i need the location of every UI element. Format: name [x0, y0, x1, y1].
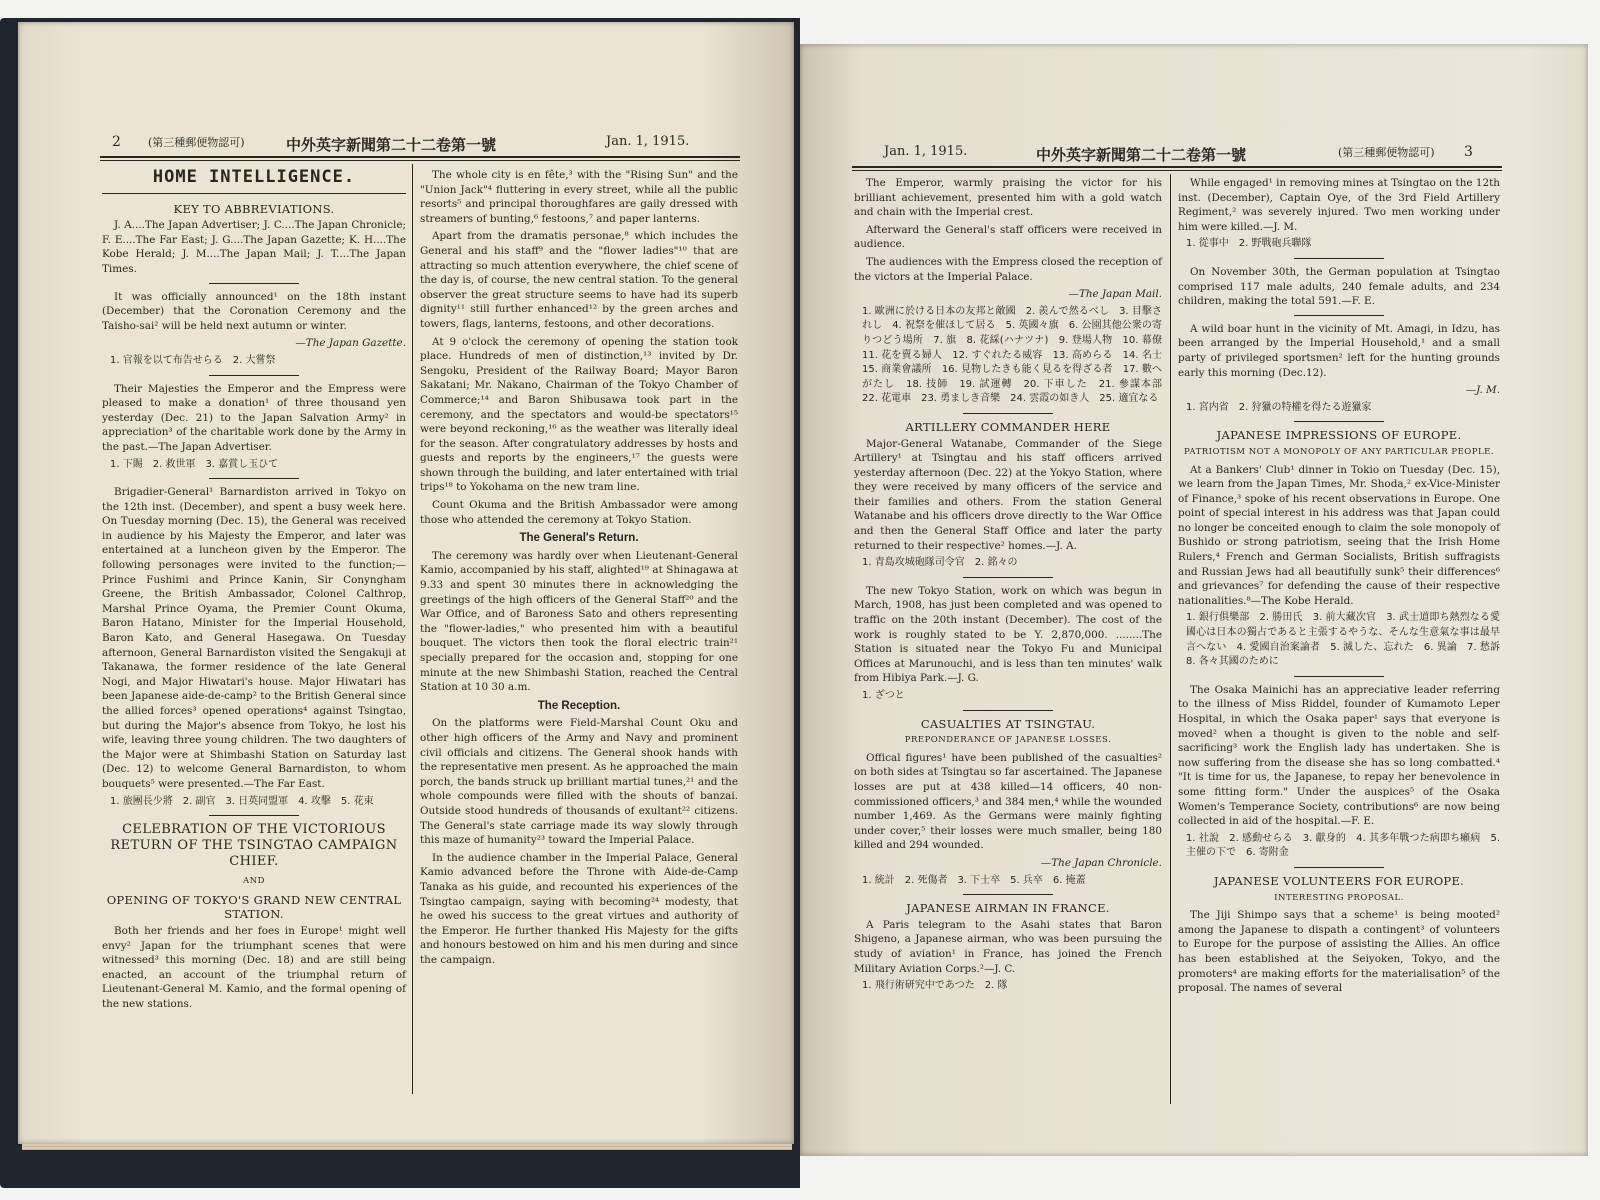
- airman-title: JAPANESE AIRMAN IN FRANCE.: [906, 901, 1110, 916]
- generals-return-heading: The General's Return.: [519, 532, 639, 545]
- celebration-subtitle: OPENING OF TOKYO'S GRAND NEW CENTRAL STATION.: [106, 892, 402, 922]
- impressions-text: At a Bankers' Club¹ dinner in Tokio on Tuesday (Dec. 15), we learn from the Japan Times, Mr. Shoda,² ex-Vice-Minister of Finance,³ spoke of his recent observations in Europe. One point of special interest in his address was that Japan could no longer be conceited enough to claim the sole monopoly of Bushido or strong patriotism, seeing that the Irish Home Rulers,⁴ French and German Socialists, British suffragists and Russian Jews had all beautifully sunk⁵ their differences⁶ and grievances⁷ for defending the cause of their respective nationalities.⁸—The Kobe Herald.: [1178, 463, 1500, 607]
- emperor-praising: The Emperor, warmly praising the victor for his brilliant achievement, presented him with a gold watch and chain with the Imperial crest.: [854, 177, 1162, 219]
- casualties-gloss: 1. 統計 2. 死傷者 3. 下士卒 5. 兵卒 6. 掩蓋: [862, 874, 1086, 886]
- left-running-head: [18, 134, 794, 154]
- airman-gloss: 1. 飛行術研究中であつた 2. 隊: [862, 980, 1008, 992]
- right-header-rule-thin: [852, 170, 1502, 171]
- reception-text-2: In the audience chamber in the Imperial Palace, General Kamio advanced before the Throne with Aide-de-Camp Tanaka as his guide, and recounted his experiences of the Tsingtao campaign, saying with becoming²⁴ modesty, that he owed his success to the great virtues and authority of the Emperor. He further thanked His Majesty for the gifts and honours bestowed on him and his men during and since the campaign.: [420, 851, 738, 966]
- abbreviations-text: J. A....The Japan Advertiser; J. C....The Japan Chronicle; F. E....The Far East; J. G....The Japan Gazette; K. H....The Kobe Herald; J. M....The Japan Mail; J. T....The Japan Times.: [102, 219, 406, 275]
- barnardiston-article: Brigadier-General¹ Barnardiston arrived in Tokyo on the 12th inst. (December), and spent a busy week here. On Tuesday morning (Dec. 15), the General was received in audience by his Majesty the Emperor, and later was entertained at a luncheon given by the Emperor. The following personages were invited to the function;—Prince Fushimi and Prince Kanin, Sir Conyngham Greene, the British Ambassador, Colonel Calthrop, Marshal Prince Oyama, the Premier Count Okuma, Baron Hatano, Minister for the Imperial Household, Baron Kato, and General Hasegawa. On Tuesday afternoon, General Barnardiston visited the Sengakuji at Takanawa, the former residence of the late General Nogi, and Major Hiwatari's house. Major Hiwatari has been Japanese aide-de-camp² to the British General since the allied forces³ opened operations⁴ against Tsingtao, but during the Major's absence from Tokyo, he lost his wife, leaving three young children. The two daughters of the Major were at Shimbashi Station on Saturday last (Dec. 12) to welcome General Barnardiston, to whom bouquets⁵ were presented.—The Far East.: [102, 486, 406, 790]
- coronation-source: —The Japan Gazette.: [295, 337, 406, 350]
- right-page: [800, 44, 1588, 1156]
- population-text: On November 30th, the German population at Tsingtao comprised 117 male adults, 240 female adults, and 234 children, making the total 591.—F. E.: [1178, 265, 1500, 308]
- artillery-gloss: 1. 青島攻城砲隊司令官 2. 銘々の: [862, 557, 1018, 569]
- left-journal-title: 中外英字新聞第二十二卷第一號: [286, 136, 497, 154]
- volunteers-text: The Jiji Shimpo says that a scheme¹ is being mooted² among the Japanese to dispath a contingent³ of volunteers to Europe for the purpose of assisting the Allies. An office has been established at the Seiyoken, Tokyo, and the promoters⁴ are making efforts for the materialisation⁵ of the proposal. The names of several: [1178, 909, 1500, 995]
- celebration-title: CELEBRATION OF THE VICTORIOUS RETURN OF THE TSINGTAO CAMPAIGN CHIEF.: [110, 822, 398, 870]
- boar-gloss: 1. 宮内省 2. 狩獵の特權を得たる遊獵家: [1186, 401, 1372, 413]
- casualties-title: CASUALTIES AT TSINGTAU.: [920, 716, 1096, 731]
- boar-source: —J. M.: [1465, 384, 1500, 397]
- casualties-subtitle: PREPONDERANCE OF JAPANESE LOSSES.: [904, 735, 1112, 746]
- barnardiston-gloss: 1. 旅團長少將 2. 副官 3. 日英同盟軍 4. 攻擊 5. 花束: [110, 795, 374, 807]
- left-column-1: [102, 168, 406, 1015]
- column-rule: [412, 164, 413, 1094]
- abbreviations-title: KEY TO ABBREVIATIONS.: [173, 201, 335, 216]
- station-text: The new Tokyo Station, work on which was begun in March, 1908, has just been completed and was opened to traffic on the 20th instant (December). The cost of the work is roughly stated to be Y. 2,870,000. ........The Station is situated near the Tokyo Fu and Municipal Offices at Marunouchi, and is less than ten minutes' walk from Hibiya Park.—J. G.: [854, 584, 1162, 685]
- opening-source: —The Japan Mail.: [1068, 288, 1162, 301]
- impressions-title: JAPANESE IMPRESSIONS OF EUROPE.: [1216, 428, 1462, 443]
- okuma-attended: Count Okuma and the British Ambassador were among those who attended the ceremony at Tokyo Station.: [420, 499, 738, 526]
- donation-gloss: 1. 下賜 2. 救世軍 3. 嘉賞し玉ひて: [110, 458, 279, 470]
- impressions-gloss: 1. 銀行俱樂部 2. 勝田氏 3. 前大藏次官 3. 武士道即ち熱烈なる愛國心は日本の獨占であると主張するやうな、そんな生意氣な事は最早言へない 4. 愛國自治案論者 5. 滅した、忘れた 6. 異論 7. 愁訴 8. 各々其國のために: [1186, 612, 1510, 668]
- left-column-2: [420, 168, 738, 970]
- right-permit: (第三種郵便物認可): [1338, 146, 1435, 159]
- staff-received: Afterward the General's staff officers were received in audience.: [854, 223, 1162, 251]
- right-header-rule: [852, 166, 1502, 168]
- mainichi-text: The Osaka Mainichi has an appreciative leader referring to the illness of Miss Riddel, founder of Kumamoto Leper Hospital, in which the Osaka paper¹ says that everyone is moved² when a thought is given to the noble and self-sacrificing³ work the English lady has undertaken. She is now suffering from the disease she has so long combatted.⁴ "It is time for us, the Japanese, to repay her benevolence in some fitting form." Under the auspices⁵ of the Osaka Women's Temperance Society, contributions⁶ are now being collected in aid of the hospital.—F. E.: [1178, 683, 1500, 828]
- airman-text: A Paris telegram to the Asahi states that Baron Shigeno, a Japanese airman, who was been pursuing the study of aviation¹ in France, has joined the French Military Aviation Corps.²—J. C.: [854, 918, 1162, 975]
- left-page-number: 2: [112, 134, 121, 150]
- volunteers-title: JAPANESE VOLUNTEERS FOR EUROPE.: [1213, 873, 1465, 888]
- opening-gloss: 1. 歐洲に於ける日本の友邦と敵國 2. 羨んで然るべし 3. 目擊されし 4. 祝祭を催ほして居る 5. 英國々旗 6. 公園其他公衆の寄りつどう場所 7. 旗 8. 花綵(ハナツナ) 9. 登場人物 10. 幕僚 11. 花を賣る婦人 12. すぐれたる威容 13. 高めらる 14. 名士 15. 商業會議所 16. 見物したきも能く見るを得ざる者 17. 數へがたし 18. 技師 19. 試運轉 20. 下車した 21. 參謀本部 22. 花電車 23. 勇ましき音樂 24. 雲霞の如き人 25. 適宜なる: [862, 305, 1172, 405]
- casualties-source: —The Japan Chronicle.: [1040, 856, 1162, 869]
- right-date: Jan. 1, 1915.: [884, 144, 968, 159]
- header-rule-thin: [100, 160, 740, 161]
- header-rule: [100, 156, 740, 158]
- casualties-text: Offical figures¹ have been published of the casualties² on both sides at Tsingtau so far ascertained. The Japanese losses are put at 438 killed—14 officers, 40 non-commissioned officers,³ and 384 men,⁴ while the wounded number 1,469. As the Germans were mainly fighting under cover,⁵ their losses were much smaller, being 180 killed and 294 wounded.: [854, 751, 1162, 852]
- mainichi-gloss: 1. 社說 2. 感動せらる 3. 獻身的 4. 其多年戰つた病即ち癩病 5. 主催の下で 6. 寄附金: [1186, 832, 1500, 859]
- boar-text: A wild boar hunt in the vicinity of Mt. Amagi, in Idzu, has been arranged by the Imperial Household,¹ and a small party of privileged sportsmen² left for the hunting grounds early this morning (Dec.12).: [1178, 322, 1500, 379]
- artillery-title: ARTILLERY COMMANDER HERE: [905, 419, 1111, 434]
- station-ceremony: At 9 o'clock the ceremony of opening the station took place. Hundreds of men of distinction,¹³ invited by Dr. Sengoku, President of the Railway Board; Mayor Baron Sakatani; Mr. Nakano, Chairman of the Tokyo Chamber of Commerce;¹⁴ and Baron Shibusawa took part in the ceremony, and the spectators and would-be spectators¹⁵ were beyond reckoning,¹⁶ as the weather was literally ideal for the season. After congratulatory addresses by hosts and guests and reports by the engineers,¹⁷ the guests were shown through the building, and later entertained with trial trips¹⁸ to Yokohama on the new tram line.: [420, 335, 738, 494]
- right-column-1: [854, 176, 1172, 998]
- right-column-rule: [1170, 174, 1171, 1104]
- left-page: [18, 22, 794, 1144]
- coronation-article: It was officially announced¹ on the 18th instant (December) that the Coronation Ceremony and the Taisho-sai² will be held next autumn or winter.: [102, 290, 406, 332]
- volunteers-subtitle: INTERESTING PROPOSAL.: [1274, 892, 1404, 903]
- impressions-subtitle: PATRIOTISM NOT A MONOPOLY OF ANY PARTICULAR PEOPLE.: [1183, 446, 1495, 457]
- city-en-fete: The whole city is en fête,³ with the "Rising Sun" and the "Union Jack"⁴ fluttering in every street, while all the public resorts⁵ and principal thoroughfares are gaily dressed with streamers of bunting,⁶ festoons,⁷ and paper lanterns.: [420, 169, 738, 225]
- left-permit: (第三種郵便物認可): [148, 136, 245, 149]
- coronation-gloss: 1. 官報を以て布告せらる 2. 大嘗祭: [110, 354, 276, 366]
- left-date: Jan. 1, 1915.: [606, 134, 690, 149]
- station-gloss: 1. ざつと: [862, 690, 905, 701]
- right-column-2: [1178, 176, 1510, 999]
- right-running-head: [800, 144, 1588, 164]
- mines-gloss: 1. 從事中 2. 野戰砲兵聯隊: [1186, 238, 1312, 250]
- right-page-number: 3: [1464, 144, 1473, 160]
- reception-text-1: On the platforms were Field-Marshal Count Oku and other high officers of the Army and Navy and prominent civil officials and citizens. The General shook hands with the representative men present. As he approached the main porch, the bands struck up brilliant martial tunes,²¹ and the whole compounds were filled with the shouts of banzai. Outside stood hundreds of thousands of exultant²² citizens. The General's state carriage made its way slowly through this maze of humanity²³ toward the Imperial Palace.: [420, 717, 738, 847]
- right-journal-title: 中外英字新聞第二十二卷第一號: [1036, 146, 1247, 164]
- artillery-text: Major-General Watanabe, Commander of the Siege Artillery¹ at Tsingtau and his staff officers arrived yesterday afternoon (Dec. 22) at the Yokyo Station, where they were received by many officers of the service and their families and others. From the station General Watanabe and his officers drove directly to the War Office and then the General Staff Office and later the party returned to their respective² homes.—J. A.: [854, 437, 1162, 552]
- section-title: HOME INTELLIGENCE.: [152, 167, 356, 187]
- donation-article: Their Majesties the Emperor and the Empress were pleased to make a donation¹ of three thousand yen yesterday (Dec. 21) to the Japan Salvation Army² in appreciation³ of the charitable work done by the Army in the past.—The Japan Advertiser.: [102, 382, 406, 453]
- celebration-text: Both her friends and her foes in Europe¹ might well envy² Japan for the triumphant scenes that were witnessed³ this morning (Dec. 18) and are still being enacted, an account of the triumphal return of Lieutenant-General M. Kamio, and the formal opening of the new stations.: [102, 924, 406, 1010]
- reception-heading: The Reception.: [537, 699, 621, 712]
- generals-return-text: The ceremony was hardly over when Lieutenant-General Kamio, accompanied by his staff, alighted¹⁹ at Shinagawa at 9.33 and spent 30 minutes there in acknowledging the greetings of the high officers of the General Staff²⁰ and the War Office, and of Baroness Sato and others representing the "flower-ladies," who presented him with a beautiful bouquet. The victors then took the floral electric train²¹ specially prepared for the occasion and, stopping for one minute at the new Shimbashi Station, reached the Central Station at 10 30 a.m.: [420, 549, 738, 694]
- dramatis-personae: Apart from the dramatis personae,⁸ which includes the General and his staff⁹ and the "flower ladies"¹⁰ that are attracting so much attention everywhere, the chief scene of the day is, of course, the new central station. To the general observer the great structure seems to have had its superb dignity¹¹ still further enhanced¹² by the green arches and towers, flags, lanterns, festoons, and other decorations.: [420, 230, 738, 330]
- celebration-and: AND: [243, 876, 265, 887]
- mines-text: While engaged¹ in removing mines at Tsingtao on the 12th inst. (December), Captain Oye, of the 3rd Field Artillery Regiment,² was severely injured. Two men working under him were killed.—J. M.: [1178, 177, 1500, 233]
- empress-audience: The audiences with the Empress closed the reception of the victors at the Imperial Palace.: [854, 255, 1163, 283]
